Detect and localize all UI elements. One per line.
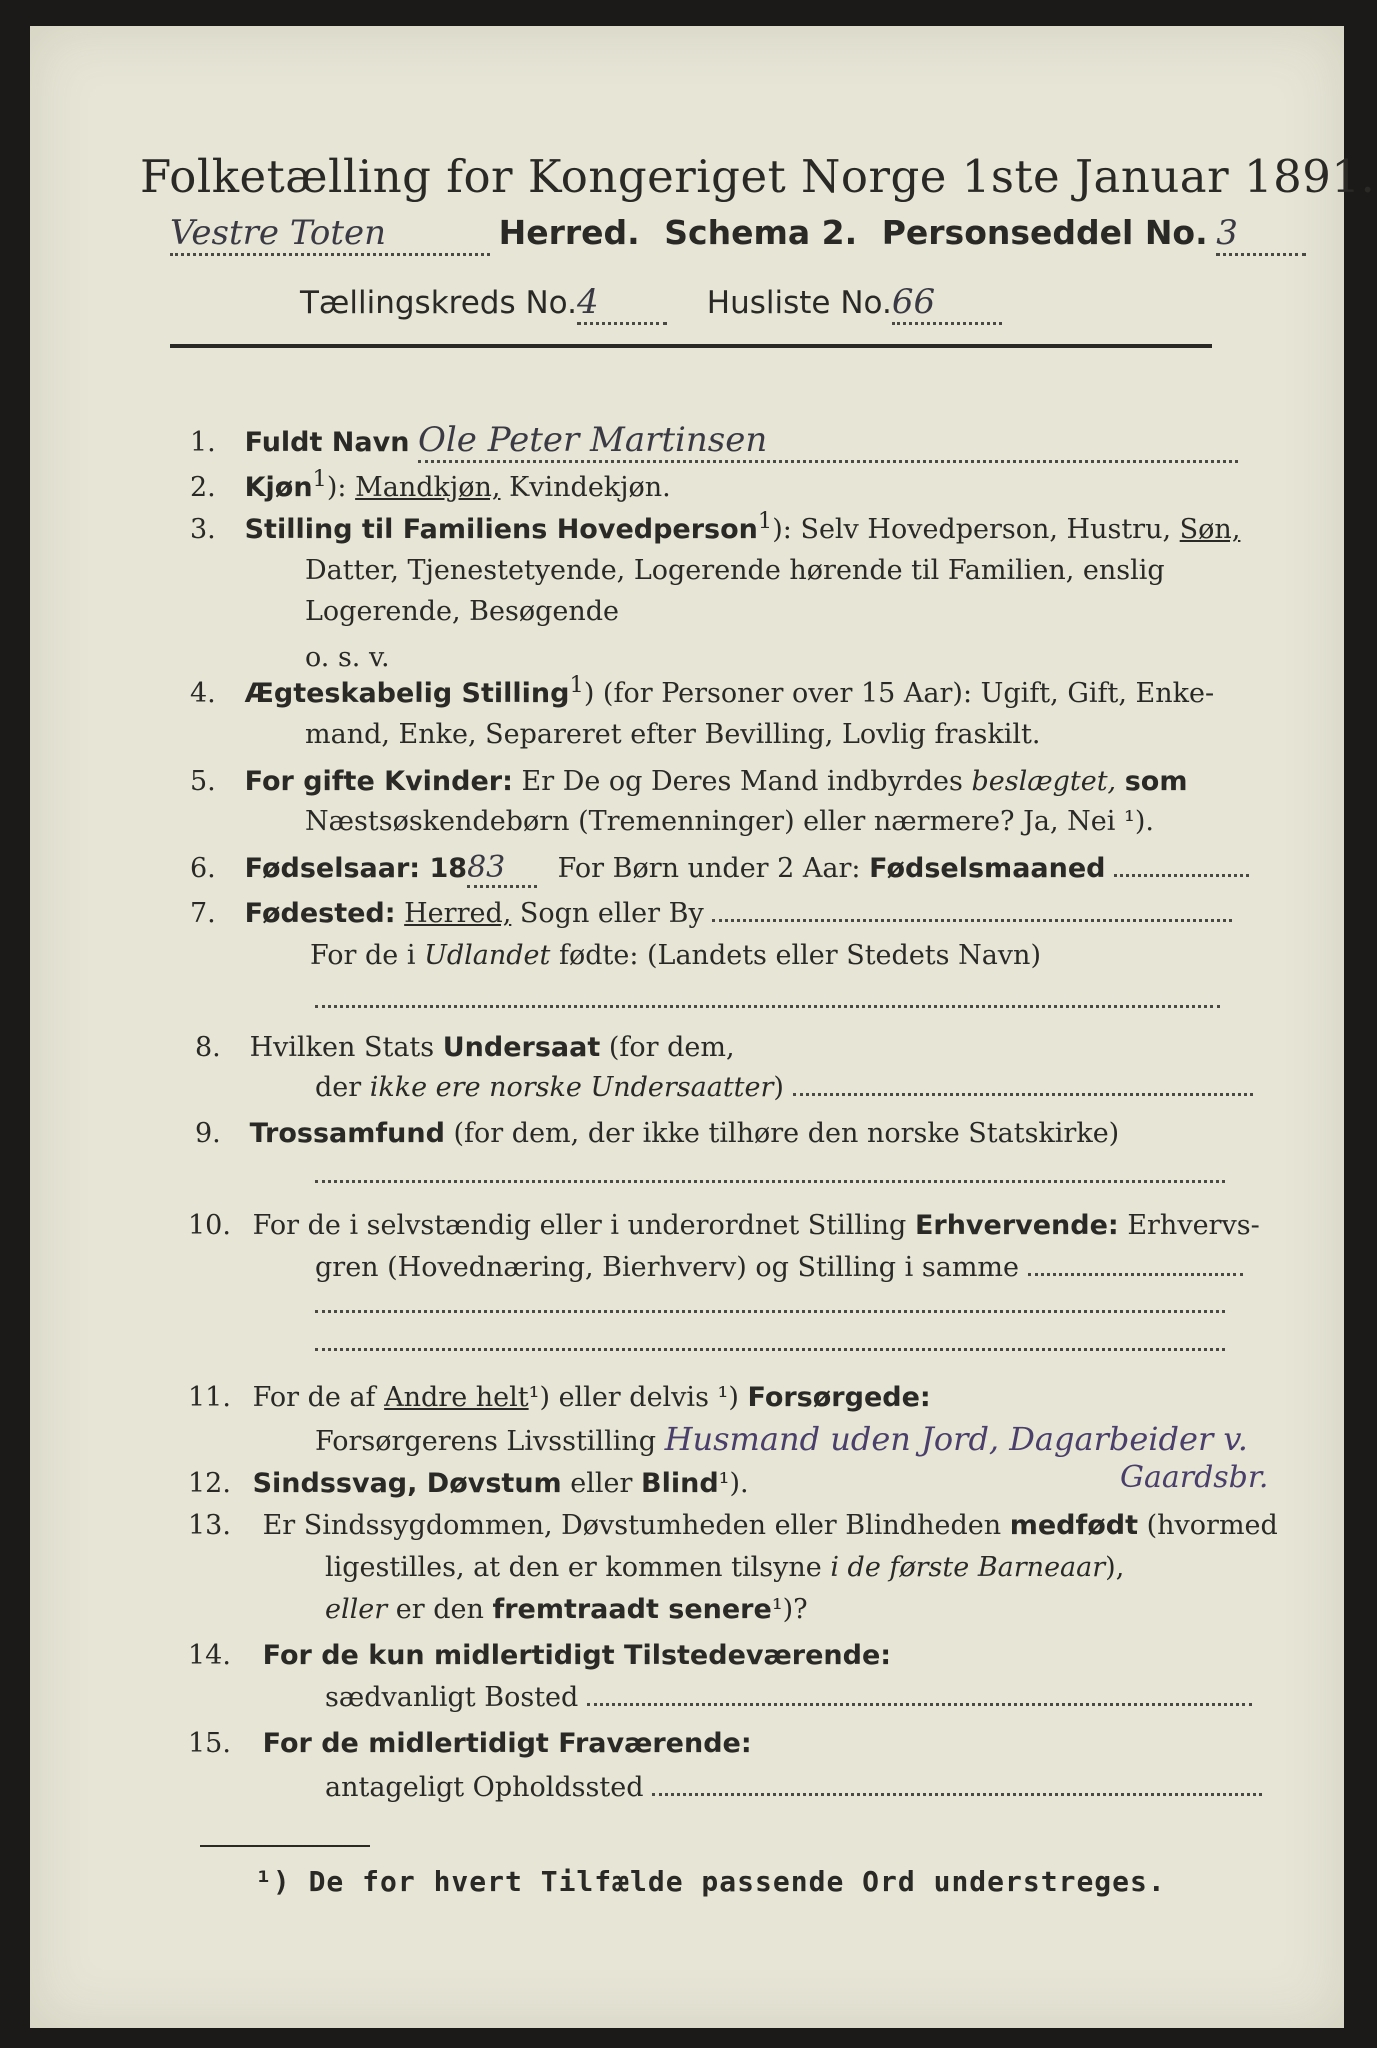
field-11: 11. For de af Andre helt¹) eller delvis ¹) Forsørgede:: [188, 1382, 931, 1413]
field-8: 8. Hvilken Stats Undersaat (for dem,: [195, 1032, 735, 1063]
taellingskreds-value: 4: [577, 282, 667, 325]
footnote: ¹) De for hvert Tilfælde passende Ord understreges.: [255, 1865, 1166, 1898]
field-12: 12. Sindssvag, Døvstum eller Blind¹).: [188, 1468, 749, 1499]
field-1-label: Fuldt Navn: [244, 427, 410, 458]
field-11-line2: Forsørgerens Livsstilling Husmand uden Jord, Dagarbeider v.: [315, 1420, 1248, 1458]
field-6-dots: [1114, 874, 1249, 877]
field-6: 6. Fødselsaar: 1883 For Børn under 2 Aar: Fødselsmaaned: [190, 850, 1249, 888]
field-13: 13. Er Sindssygdommen, Døvstumheden eller Blindheden medfødt (hvormed: [188, 1510, 1278, 1541]
taellingskreds-line: [300, 282, 1002, 325]
provider-occupation-value: Husmand uden Jord, Dagarbeider v.: [664, 1420, 1248, 1458]
field-7-blank-line: [315, 1005, 1220, 1008]
herred-label: Herred.: [498, 213, 640, 252]
field-14: 14. For de kun midlertidigt Tilstedeværende:: [188, 1640, 892, 1671]
field-5: 5. For gifte Kvinder: Er De og Deres Mand indbyrdes beslægtet, som: [190, 766, 1188, 797]
field-5-line2: Næstsøskendebørn (Tremenninger) eller nærmere? Ja, Nei ¹).: [305, 806, 1154, 837]
field-10-blank-line-1: [315, 1310, 1225, 1313]
field-9-blank-line: [315, 1180, 1225, 1183]
schema-label: Schema 2.: [664, 213, 858, 252]
field-15-dots: [652, 1793, 1262, 1796]
herred-line: [170, 213, 1306, 256]
field-10: 10. For de i selvstændig eller i underordnet Stilling Erhvervende: Erhvervs-: [188, 1210, 1260, 1241]
field-14-dots: [587, 1703, 1252, 1706]
husliste-value: 66: [892, 282, 1002, 325]
field-3-line3: Logerende, Besøgende: [305, 596, 619, 627]
herred-value: Vestre Toten: [170, 213, 490, 256]
full-name-value: Ole Peter Martinsen: [418, 420, 1238, 463]
field-13-line2: ligestilles, at den er kommen tilsyne i de første Barneaar),: [325, 1552, 1125, 1583]
field-10-dots: [1028, 1273, 1243, 1276]
field-7-dots: [712, 919, 1232, 922]
field-7: 7. Fødested: Herred, Sogn eller By: [190, 898, 1232, 929]
support-selected: Andre helt: [384, 1382, 529, 1413]
field-8-line2: der ikke ere norske Undersaatter): [315, 1072, 1253, 1103]
field-10-line2: gren (Hovednæring, Bierhverv) og Stilling i samme: [315, 1252, 1243, 1283]
taellingskreds-label: Tællingskreds No.: [300, 285, 577, 321]
provider-occupation-value-cont: Gaardsbr.: [1120, 1460, 1269, 1495]
field-13-line3: eller er den fremtraadt senere¹)?: [325, 1594, 808, 1625]
gender-selected: Mandkjøn,: [355, 472, 501, 503]
field-7-line2: For de i Udlandet fødte: (Landets eller Stedets Navn): [310, 940, 1041, 971]
field-15-line2: antageligt Opholdssted: [325, 1772, 1262, 1803]
personseddel-label: Personseddel No.: [881, 213, 1208, 252]
field-4: 4. Ægteskabelig Stilling$^1$) (for Personer over 15 Aar): Ugift, Gift, Enke-: [190, 672, 1215, 709]
header-divider: [170, 344, 1212, 348]
field-3: 3. Stilling til Familiens Hovedperson$^1$): Selv Hovedperson, Hustru, Søn,: [190, 508, 1241, 545]
husliste-label: Husliste No.: [706, 285, 892, 321]
field-10-blank-line-2: [315, 1348, 1225, 1351]
footnote-divider: [200, 1845, 370, 1847]
birthplace-selected: Herred,: [404, 898, 512, 929]
field-9: 9. Trossamfund (for dem, der ikke tilhøre den norske Statskirke): [195, 1118, 1120, 1149]
family-position-selected: Søn,: [1179, 514, 1241, 545]
field-15: 15. For de midlertidigt Fraværende:: [188, 1728, 752, 1759]
field-4-line2: mand, Enke, Separeret efter Bevilling, Lovlig fraskilt.: [305, 719, 1041, 750]
field-2: 2. Kjøn$^1$): Mandkjøn, Kvindekjøn.: [190, 466, 671, 503]
field-1: 1. Fuldt Navn Ole Peter Martinsen: [190, 420, 1238, 463]
personseddel-value: 3: [1216, 213, 1306, 256]
field-14-line2: sædvanligt Bosted: [325, 1682, 1252, 1713]
field-8-dots: [793, 1093, 1253, 1096]
page-title: Folketælling for Kongeriget Norge 1ste Januar 1891.: [140, 150, 1376, 203]
field-3-line2: Datter, Tjenestetyende, Logerende hørende til Familien, enslig: [305, 555, 1165, 586]
birth-year-value: 83: [467, 850, 537, 888]
field-3-line4: o. s. v.: [305, 642, 390, 673]
